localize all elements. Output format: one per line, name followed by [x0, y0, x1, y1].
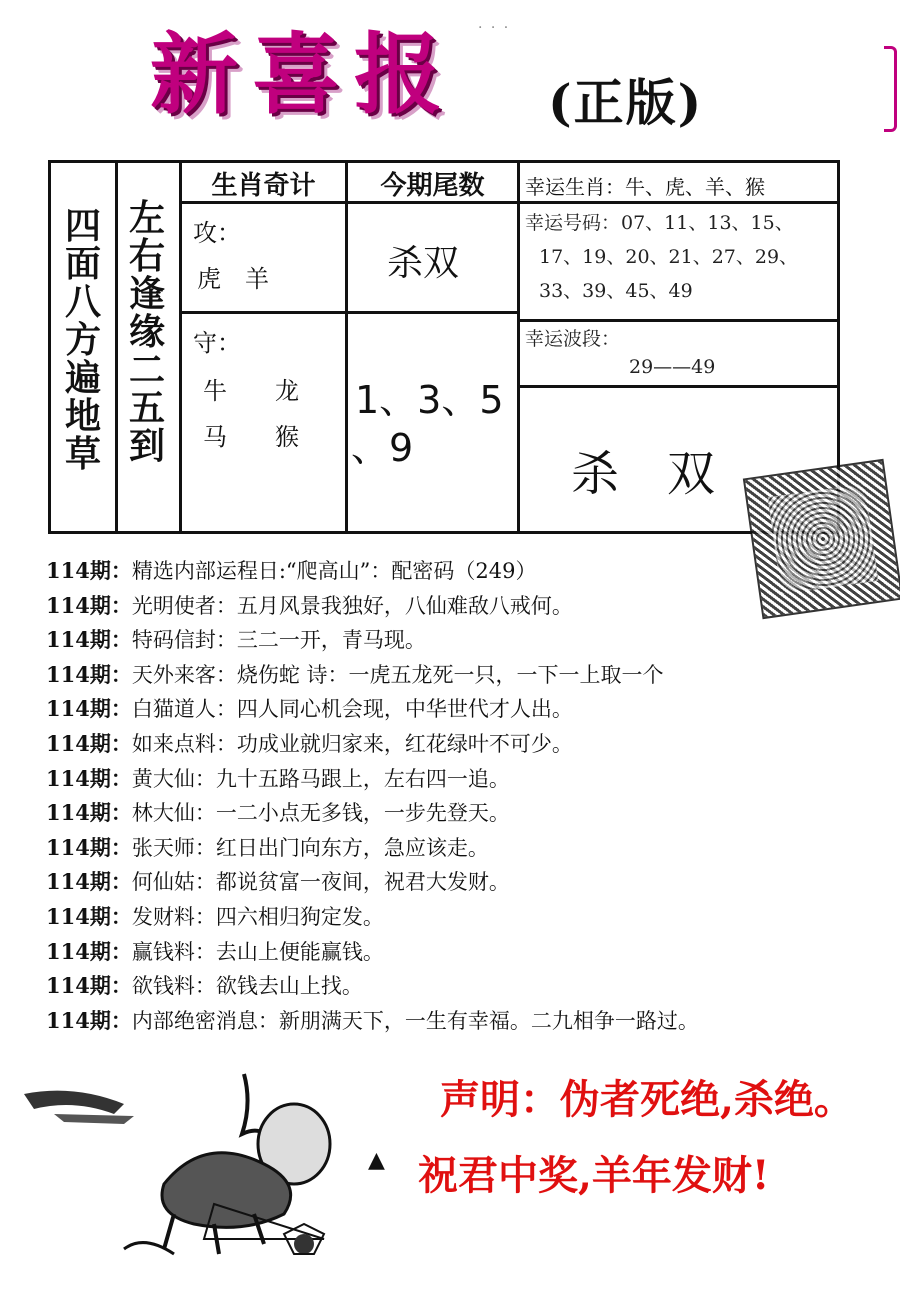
defend-row-1: 牛 龙	[203, 377, 299, 405]
prediction-line	[46, 969, 866, 1004]
line-text: 天外来客：烧伤蛇 诗：一虎五龙死一只，一下一上取一个	[131, 662, 664, 687]
period-label: 114期：	[46, 938, 132, 964]
kill-even-2: 杀 双	[571, 446, 716, 502]
period-label: 114期：	[46, 903, 132, 929]
period-label: 114期：	[46, 834, 132, 860]
attack-label: 攻：	[193, 219, 241, 247]
line-text: 如来点料：功成业就归家来，红花绿叶不可少。	[131, 731, 573, 756]
prediction-line	[46, 658, 866, 693]
disclaimer: 声明：伪者死绝,杀绝。	[440, 1076, 854, 1123]
header-tail: 今期尾数	[380, 171, 485, 201]
tail-numbers-1: 1、3、5	[355, 378, 504, 422]
line-text: 光明使者：五月风景我独好，八仙难敌八戒何。	[131, 593, 573, 618]
divider	[179, 163, 182, 531]
lucky-numbers-row-1: 07、11、13、15、	[621, 212, 794, 234]
good-luck-wish: 祝君中奖,羊年发财!	[418, 1152, 770, 1199]
header-lucky-zodiac: 幸运生肖：牛、虎、羊、猴	[525, 175, 765, 199]
line-text: 林大仙：一二小点无多钱，一步先登天。	[131, 801, 510, 826]
period-label: 114期：	[46, 800, 132, 826]
prediction-line	[46, 1004, 866, 1039]
triangle-icon: ▲	[368, 1148, 385, 1173]
tail-numbers-2: 、9	[351, 426, 414, 470]
prediction-line	[46, 796, 866, 831]
line-text: 何仙姑：都说贫富一夜间，祝君大发财。	[131, 870, 510, 895]
divider	[179, 311, 517, 314]
divider	[517, 163, 520, 531]
period-label: 114期：	[46, 765, 132, 791]
line-text: 欲钱料：欲钱去山上找。	[131, 974, 363, 999]
prediction-line	[46, 727, 866, 762]
line-text: 发财料：四六相归狗定发。	[131, 904, 384, 929]
header-zodiac-plan: 生肖奇计	[211, 171, 316, 201]
prediction-line	[46, 623, 866, 658]
line-text: 张天师：红日出门向东方，急应该走。	[131, 835, 489, 860]
divider	[115, 163, 118, 531]
lucky-numbers-label: 幸运号码：	[525, 212, 621, 234]
line-text: 精选内部运程日:“爬高山”：配密码（249）	[131, 559, 537, 583]
defend-row-2: 马 猴	[203, 423, 299, 451]
period-label: 114期：	[46, 661, 132, 687]
top-mark: · · ·	[478, 20, 511, 36]
period-label: 114期：	[46, 592, 132, 618]
divider	[345, 163, 348, 531]
lucky-band: 29——49	[629, 356, 716, 378]
line-text: 内部绝密消息：新朋满天下，一生有幸福。二九相争一路过。	[131, 1008, 699, 1033]
left-slogan-1: 四面八方遍地草	[64, 205, 101, 475]
corner-bracket	[884, 46, 897, 132]
prediction-line	[46, 900, 866, 935]
defend-label: 守：	[193, 329, 241, 357]
kill-even-1: 杀双	[387, 243, 460, 284]
lucky-numbers-row-2: 17、19、20、21、27、29、	[539, 246, 799, 268]
period-label: 114期：	[46, 973, 132, 999]
prediction-line	[46, 865, 866, 900]
left-slogan-2: 左右逢缘二五到	[128, 197, 165, 467]
lucky-band-label: 幸运波段：	[525, 328, 621, 350]
period-label: 114期：	[46, 730, 132, 756]
line-text: 特码信封：三二一开，青马现。	[131, 628, 426, 653]
line-text: 赢钱料：去山上便能赢钱。	[131, 939, 384, 964]
prediction-line	[46, 935, 866, 970]
prediction-list	[46, 554, 866, 1038]
divider	[517, 385, 837, 388]
prediction-line	[46, 554, 866, 589]
goat-illustration	[14, 1064, 344, 1264]
period-label: 114期：	[46, 1007, 132, 1033]
period-label: 114期：	[46, 869, 132, 895]
period-label: 114期：	[46, 627, 132, 653]
period-label: 114期：	[46, 696, 132, 722]
line-text: 白猫道人：四人同心机会现，中华世代才人出。	[131, 697, 573, 722]
line-text: 黄大仙：九十五路马跟上，左右四一追。	[131, 766, 510, 791]
attack-animals: 虎 羊	[197, 265, 269, 293]
page-title: 新喜报	[150, 22, 457, 126]
divider	[517, 319, 837, 322]
prediction-table	[48, 160, 840, 534]
prediction-line	[46, 692, 866, 727]
period-label: 114期：	[46, 558, 132, 583]
edition-label: (正版)	[548, 73, 704, 132]
prediction-line	[46, 589, 866, 624]
prediction-line	[46, 762, 866, 797]
prediction-line	[46, 831, 866, 866]
lucky-numbers-row-3: 33、39、45、49	[539, 280, 693, 302]
